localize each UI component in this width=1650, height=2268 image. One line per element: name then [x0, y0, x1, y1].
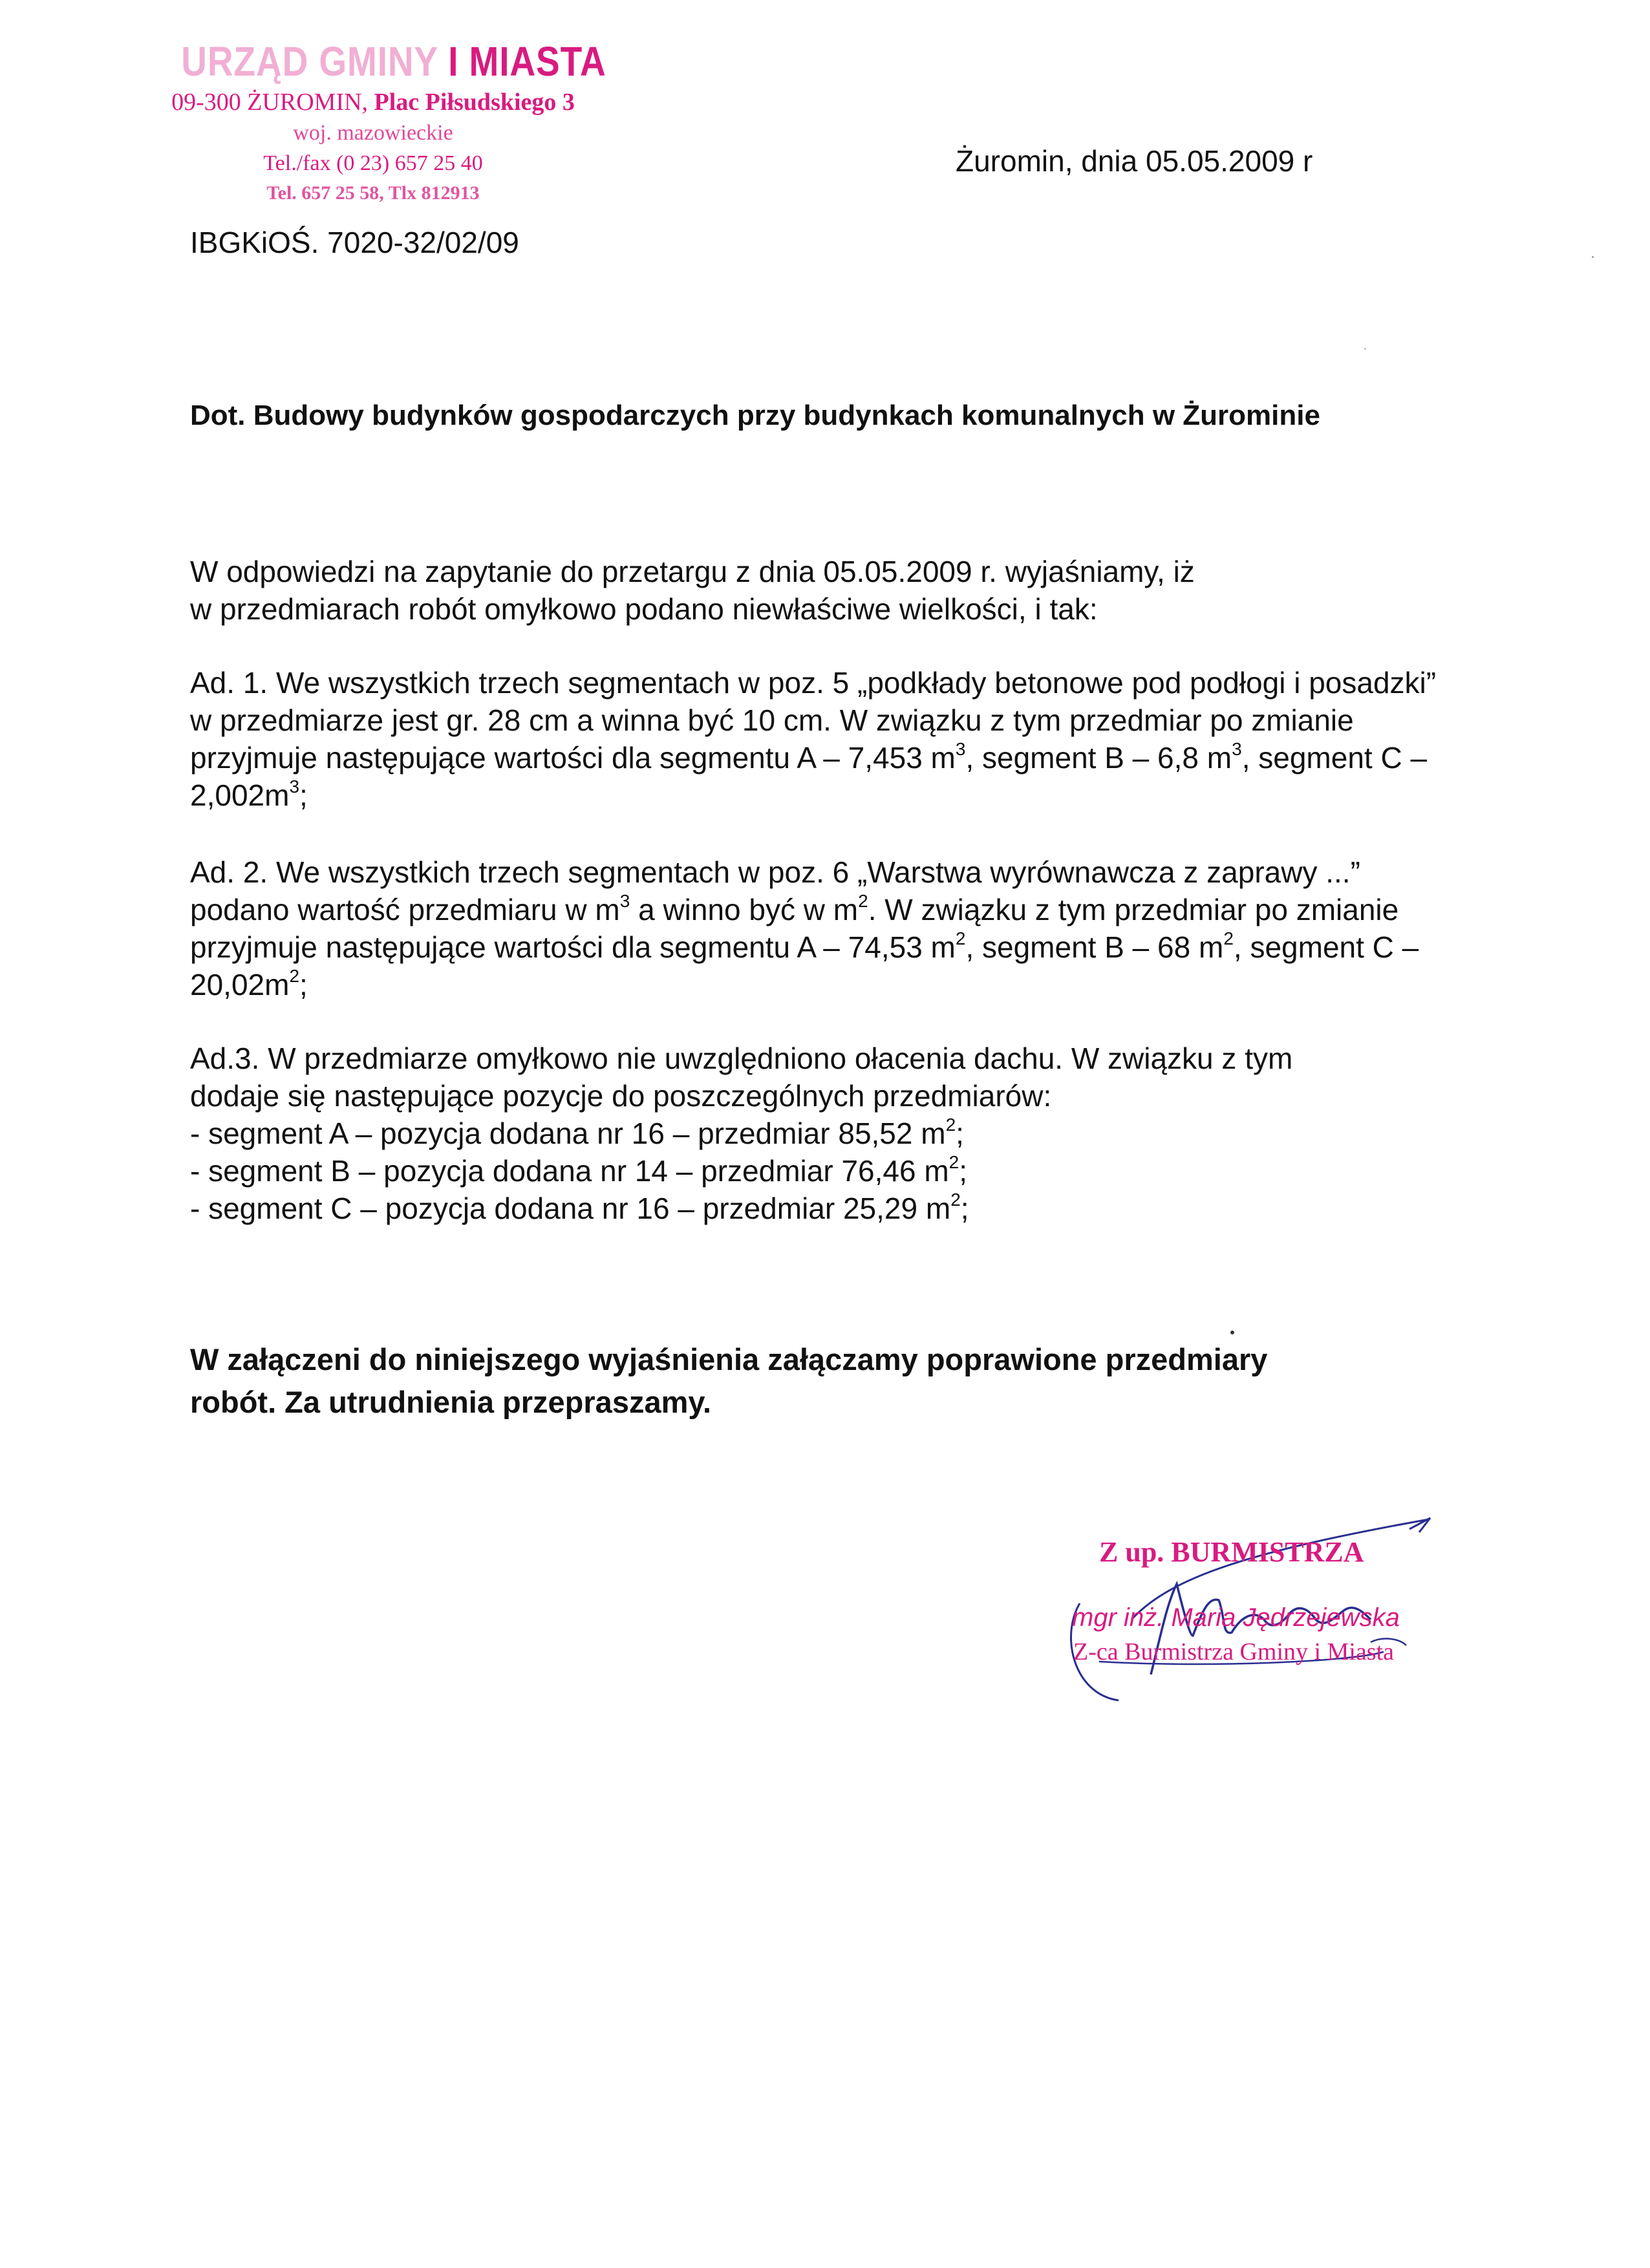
ad2-paragraph	[190, 853, 1438, 1003]
stamp-title	[181, 37, 606, 85]
ad3-line-2: dodaje się następujące pozycje do poszczególnych przedmiarów:	[190, 1079, 1052, 1113]
ad1-sup-a: 3	[955, 739, 966, 759]
stamp-phone: Tel./fax (0 23) 657 25 40	[263, 151, 483, 175]
ad1-sup-c: 3	[289, 776, 300, 797]
stamp-address	[150, 85, 596, 119]
ad2-sup-e: 2	[289, 966, 300, 986]
ad1-text-c: , segment C – 2,002m	[190, 741, 1428, 812]
ad3-item-sup: 2	[950, 1190, 961, 1210]
ad2-sup-a: 3	[619, 891, 630, 911]
list-item	[190, 1115, 1438, 1152]
ad2-text-b: a winno być w m	[630, 893, 859, 926]
ad3-item-sup: 2	[948, 1152, 959, 1172]
list-item	[190, 1152, 1438, 1190]
intro-line-1: W odpowiedzi na zapytanie do przetargu z dnia 05.05.2009 r. wyjaśniamy, iż	[190, 555, 1195, 588]
ad3-item-end: ;	[959, 1154, 968, 1188]
stamp-telex: Tel. 657 25 58, Tlx 812913	[266, 182, 480, 204]
scan-speck	[1364, 348, 1366, 350]
ad1-paragraph	[190, 664, 1438, 814]
ad2-text-e: , segment C – 20,02m	[190, 930, 1419, 1001]
ad2-text-a: Ad. 2. We wszystkich trzech segmentach w poz. 6 „Warstwa wyrównawcza z zaprawy ...” podano wartość przedmiaru w m	[190, 855, 1360, 926]
ad2-text-d: , segment B – 68 m	[965, 930, 1224, 964]
stamp-address-street: Plac Piłsudskiego 3	[374, 89, 575, 116]
stamp-address-prefix: 09-300 ŻUROMIN,	[171, 89, 369, 116]
intro-paragraph	[190, 553, 1438, 628]
ad3-item-end: ;	[956, 1117, 964, 1150]
ad2-text-c: . W związku z tym przedmiar po zmianie przyjmuje następujące wartości dla segmentu A – 74,53 m	[190, 893, 1399, 964]
ad2-sup-c: 2	[955, 928, 966, 948]
ad2-text	[190, 853, 1438, 1003]
list-item	[190, 1190, 1438, 1227]
ad3-line-1: Ad.3. W przedmiarze omyłkowo nie uwzględniono ołacenia dachu. W związku z tym	[190, 1042, 1293, 1075]
closing-line-1: W załączeni do niniejszego wyjaśnienia załączamy poprawione przedmiary	[190, 1342, 1268, 1376]
ad3-item-sup: 2	[945, 1115, 956, 1135]
signature-name: mgr inż. Maria Jędrzejewska	[1072, 1603, 1400, 1632]
scan-speck	[1592, 256, 1594, 258]
ad2-text-f: ;	[299, 968, 308, 1001]
stamp-voivodeship: woj. mazowieckie	[293, 121, 453, 145]
ad1-text-a: Ad. 1. We wszystkich trzech segmentach w poz. 5 „podkłady betonowe pod podłogi i posadzki” w przedmiarze jest gr. 28 cm a winna być 10 cm. W związku z tym przedmiar po zmianie przyjmuje następujące wartości dla segmentu A – 7,453 m	[190, 666, 1437, 775]
intro-line-2: w przedmiarach robót omyłkowo podano niewłaściwe wielkości, i tak:	[190, 592, 1098, 626]
ad2-sup-b: 2	[858, 891, 868, 911]
signature-role: Z-ca Burmistrza Gminy i Miasta	[1073, 1638, 1394, 1665]
signature-authority: Z up. BURMISTRZA	[1099, 1536, 1364, 1568]
stamp-title-main: I MIASTA	[448, 38, 606, 85]
closing-line-2: robót. Za utrudnienia przepraszamy.	[190, 1385, 712, 1419]
ad2-sup-d: 2	[1223, 928, 1234, 948]
office-stamp	[150, 37, 606, 207]
subject-line: Dot. Budowy budynków gospodarczych przy budynkach komunalnych w Żurominie	[190, 400, 1320, 431]
reference-number: IBGKiOŚ. 7020-32/02/09	[190, 226, 519, 259]
ad3-item-text: - segment C – pozycja dodana nr 16 – przedmiar 25,29 m	[190, 1192, 951, 1225]
stamp-title-faded: URZĄD GMINY	[181, 38, 438, 85]
ad1-sup-b: 3	[1232, 739, 1242, 759]
ad1-text	[190, 664, 1438, 814]
ad3-item-text: - segment B – pozycja dodana nr 14 – przedmiar 76,46 m	[190, 1154, 949, 1188]
ink-dot	[1230, 1331, 1234, 1334]
ad3-item-text: - segment A – pozycja dodana nr 16 – przedmiar 85,52 m	[190, 1117, 946, 1150]
ad1-text-b: , segment B – 6,8 m	[965, 741, 1232, 775]
place-date: Żuromin, dnia 05.05.2009 r	[956, 144, 1313, 178]
ad3-item-end: ;	[960, 1192, 969, 1225]
closing-statement	[190, 1338, 1419, 1424]
ad1-text-d: ;	[299, 778, 308, 812]
ad3-paragraph	[190, 1040, 1438, 1227]
